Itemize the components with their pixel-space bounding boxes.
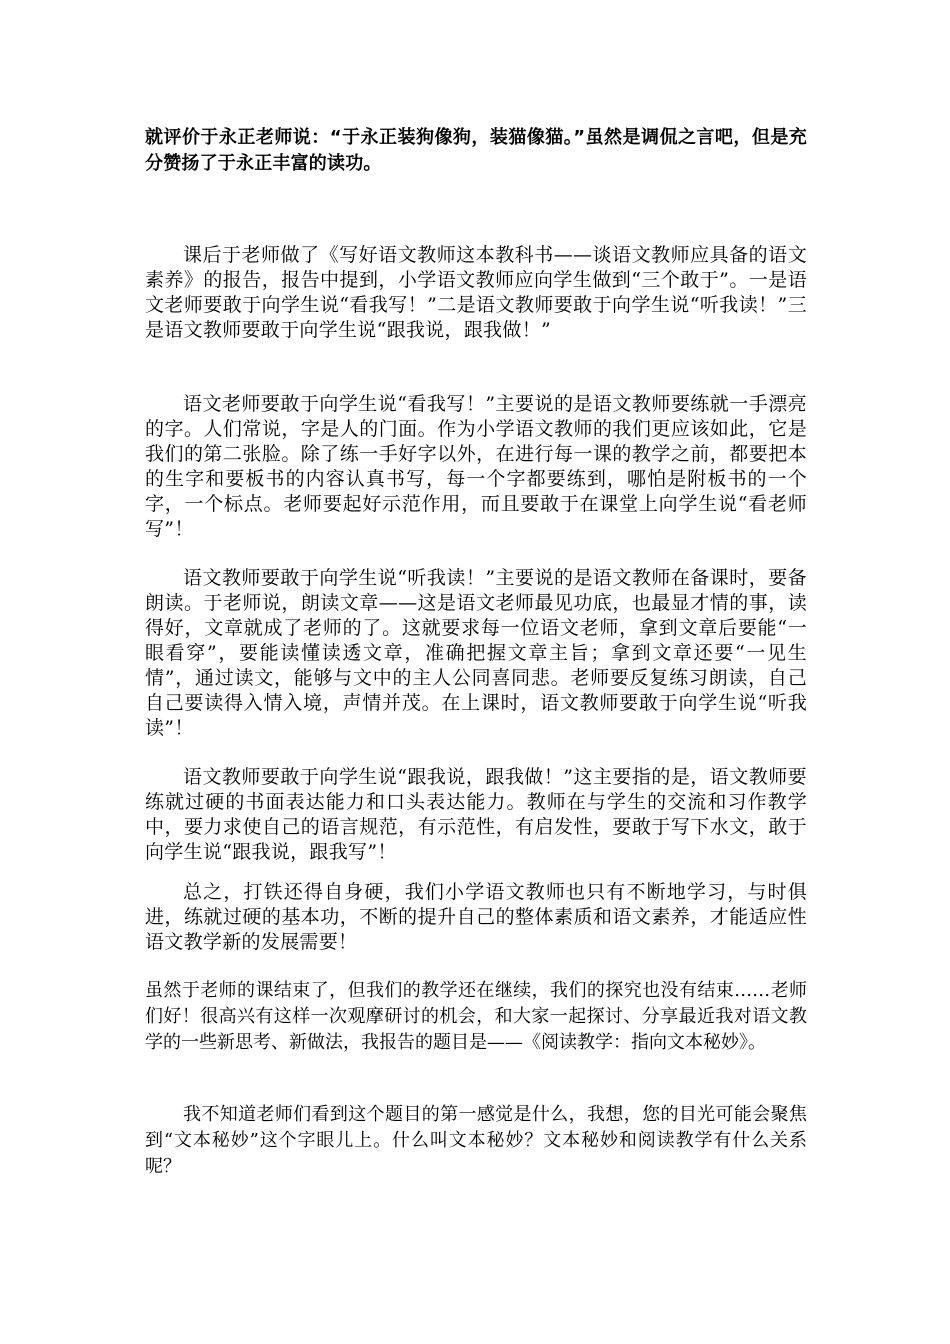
paragraph-2	[145, 243, 807, 343]
paragraph-3	[145, 392, 807, 542]
paragraph-8	[145, 1102, 807, 1180]
paragraph-text: 虽然于老师的课结束了，但我们的教学还在继续，我们的探究也没有结束……老师们好！很高兴有这样一次观摩研讨的机会，和大家一起探讨、分享最近我对语文教学的一些新思考、新做法，我报告的题目是——《阅读教学：指向文本秘妙》。	[145, 980, 807, 1053]
paragraph-text: 语文教师要敢于向学生说“听我读！”主要说的是语文教师在备课时，要备朗读。于老师说，朗读文章——这是语文老师最见功底，也最显才情的事，读得好，文章就成了老师的了。这就要求每一位语文老师，拿到文章后要能“一眼看穿”，要能读懂读透文章，准确把握文章主旨；拿到文章还要“一见生情”，通过读文，能够与文中的主人公同喜同悲。老师要反复练习朗读，自己自己要读得入情入境，声情并茂。在上课时，语文教师要敢于向学生说“听我读”！	[145, 567, 807, 739]
paragraph-4	[145, 566, 807, 741]
paragraph-text: 语文老师要敢于向学生说“看我写！”主要说的是语文教师要练就一手漂亮的字。人们常说，字是人的门面。作为小学语文教师的我们更应该如此，它是我们的第二张脸。除了练一手好字以外，在进行每一课的教学之前，都要把本的生字和要板书的内容认真书写，每一个字都要练到，哪怕是附板书的一个字，一个标点。老师要起好示范作用，而且要敢于在课堂上向学生说“看老师写”！	[145, 393, 807, 540]
paragraph-text: 语文教师要敢于向学生说“跟我说，跟我做！”这主要指的是，语文教师要练就过硬的书面表达能力和口头表达能力。教师在与学生的交流和习作教学中，要力求使自己的语言规范，有示范性，有启发性，要敢于写下水文，敢于向学生说“跟我说，跟我写”！	[145, 766, 807, 863]
paragraph-text: 总之，打铁还得自身硬，我们小学语文教师也只有不断地学习，与时俱进，练就过硬的基本功，不断的提升自己的整体素质和语文素养，才能适应性语文教学新的发展需要！	[145, 881, 807, 953]
paragraph-text: 就评价于永正老师说：“于永正装狗像狗，装猫像猫。”虽然是调侃之言吧，但是充分赞扬了于永正丰富的读功。	[145, 127, 807, 174]
paragraph-text: 课后于老师做了《写好语文教师这本教科书——谈语文教师应具备的语文素养》的报告，报告中提到，小学语文教师应向学生做到“三个敢于”。一是语文老师要敢于向学生说“看我写！”二是语文教师要敢于向学生说“听我读！”三是语文教师要敢于向学生说“跟我说，跟我做！”	[145, 244, 807, 341]
paragraph-6	[145, 880, 807, 955]
paragraph-text: 我不知道老师们看到这个题目的第一感觉是什么，我想，您的目光可能会聚焦到“文本秘妙”这个字眼儿上。什么叫文本秘妙？文本秘妙和阅读教学有什么关系呢？	[145, 1104, 807, 1177]
paragraph-5	[145, 765, 807, 865]
paragraph-7	[145, 978, 807, 1056]
paragraph-1	[145, 125, 807, 177]
